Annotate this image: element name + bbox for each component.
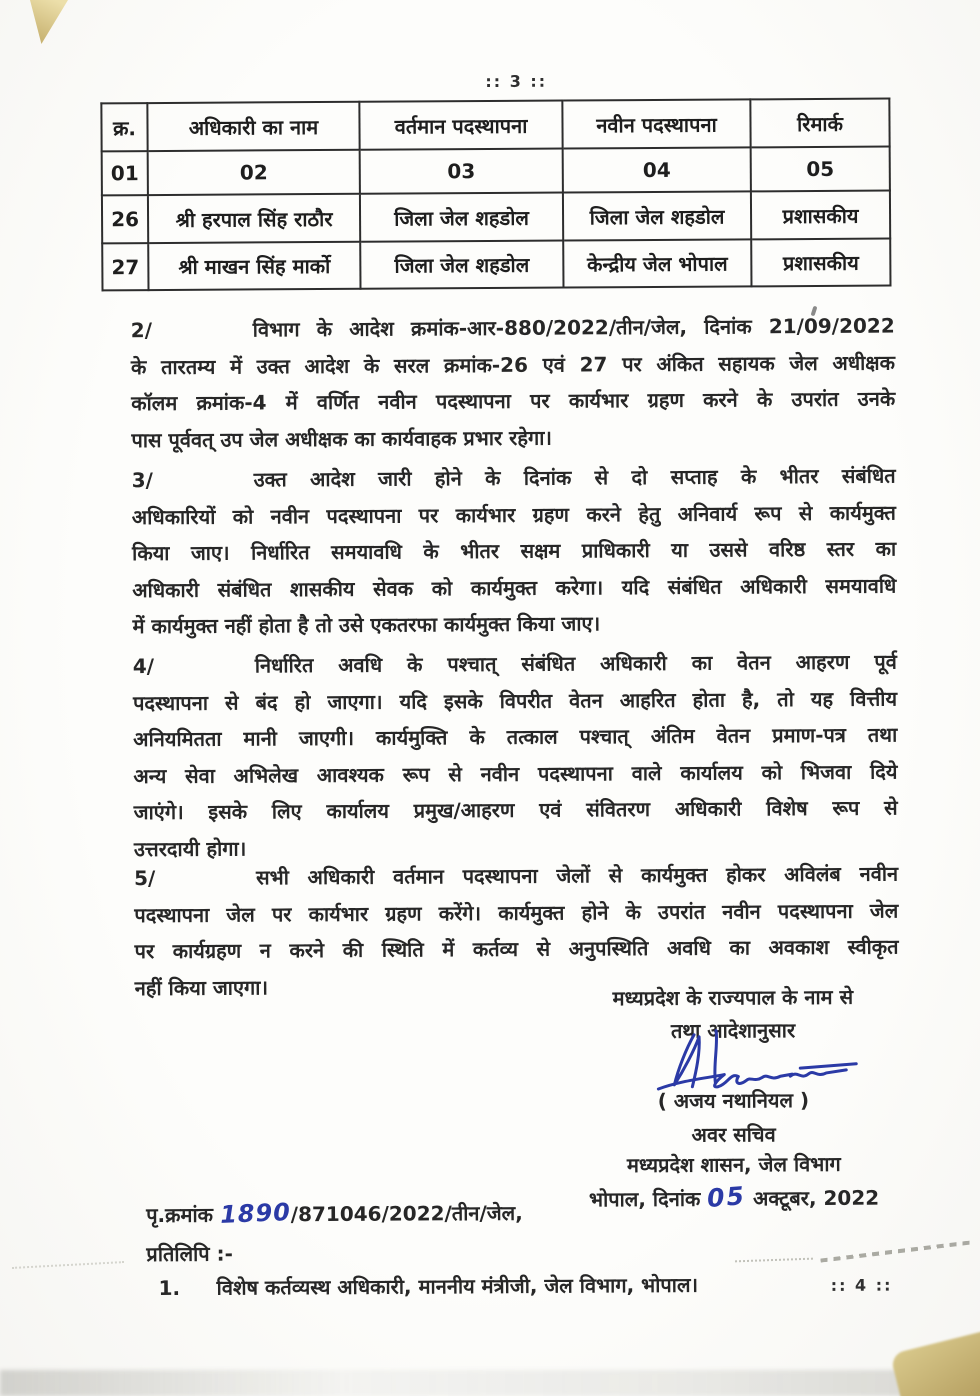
paragraph-number: 5/: [134, 866, 156, 891]
paragraph-line: उत्तरदायी होगा।: [133, 835, 247, 861]
place-date-suffix: अक्टूबर, 2022: [746, 1185, 880, 1211]
paragraph-text: निर्धारित अवधि के पश्चात् संबंधित अधिकारी का वेतन आहरण पूर्व: [254, 649, 897, 678]
page-number-bottom: :: 4 ::: [830, 1275, 893, 1295]
table-cell: जिला जेल शहडोल: [360, 193, 563, 242]
paragraph-line: जाएंगे। इसके लिए कार्यालय प्रमुख/आहरण एवं संवितरण अधिकारी विशेष रूप से: [133, 795, 898, 825]
col-header-officer-name: अधिकारी का नाम: [147, 102, 359, 151]
col-header-serial: क्र.: [101, 103, 147, 151]
paragraph-line: में कार्यमुक्त नहीं होता है तो उसे एकतरफा कार्यमुक्त किया जाए।: [132, 611, 601, 639]
paragraph-line: पदस्थापना जेल पर कार्यभार ग्रहण करेंगे। कार्यमुक्त होने के उपरांत नवीन पदस्थापना जेल: [134, 898, 899, 927]
table-cell: 01: [102, 151, 148, 195]
table-row: [102, 191, 890, 244]
paragraph-line: पास पूर्ववत् उप जेल अधीक्षक का कार्यवाहक प्रभार रहेगा।: [131, 425, 553, 452]
paragraph-line: किया जाए। निर्धारित समयावधि के भीतर सक्षम प्राधिकारी या उससे वरिष्ठ स्तर का: [132, 536, 897, 566]
paragraph-3: [132, 458, 897, 645]
transfer-order-table: [100, 98, 891, 292]
copy-item-number: 1.: [158, 1275, 181, 1301]
ref-prefix: पृ.क्रमांक: [146, 1202, 221, 1228]
paragraph-line: अधिकारी संबंधित शासकीय सेवक को कार्यमुक्त करेगा। यदि संबंधित अधिकारी समयावधि: [132, 573, 897, 602]
paragraph-line: पदस्थापना से बंद हो जाएगा। यदि इसके विपरीत वेतन आहरित होता है, तो यह वित्तीय: [132, 686, 898, 715]
col-header-remark: रिमार्क: [750, 99, 889, 148]
col-header-new-post: नवीन पदस्थापना: [562, 99, 750, 148]
place-date-line: [578, 1182, 890, 1213]
table-cell: श्री हरपाल सिंह राठौर: [148, 194, 360, 243]
authority-line: मध्यप्रदेश के राज्यपाल के नाम से: [612, 984, 854, 1011]
reference-number-line: [146, 1198, 523, 1228]
paragraph-text: सभी अधिकारी वर्तमान पदस्थापना जेलों से कार्यमुक्त होकर अविलंब नवीन: [256, 861, 899, 890]
table-cell: जिला जेल शहडोल: [563, 191, 751, 240]
signatory-name: ( अजय नथानियल ): [657, 1088, 810, 1113]
table-cell: 03: [360, 149, 563, 194]
table-cell: केन्द्रीय जेल भोपाल: [563, 239, 751, 287]
place-date-prefix: भोपाल, दिनांक: [588, 1186, 708, 1212]
copy-item-text: विशेष कर्तव्यस्थ अधिकारी, माननीय मंत्रीजी, जेल विभाग, भोपाल।: [216, 1272, 699, 1300]
table-cell: 05: [751, 147, 890, 192]
page-number-top: :: 3 ::: [485, 71, 548, 92]
order-line: तथा आदेशानुसार: [670, 1018, 796, 1043]
col-header-current-post: वर्तमान पदस्थापना: [359, 101, 562, 150]
table-cell: 26: [102, 195, 148, 243]
paragraph-line: अनियमितता मानी जाएगी। कार्यमुक्ति के तत्काल पश्चात् अंतिम वेतन प्रमाण-पत्र तथा: [133, 722, 898, 752]
table-cell: प्रशासकीय: [751, 239, 890, 287]
handwritten-ref-number: 1890: [219, 1198, 292, 1229]
paragraph-line: अधिकारियों को नवीन पदस्थापना पर कार्यभार ग्रहण करने हेतु अनिवार्य रूप से कार्यमुक्त: [131, 500, 896, 529]
paragraph-line: [134, 856, 898, 897]
table-cell: 02: [148, 150, 360, 195]
handwritten-date: 05: [706, 1181, 748, 1213]
paragraph-line: अन्य सेवा अभिलेख आवश्यक रूप से नवीन पदस्थापना वाले कार्यालय को भिजवा दिये: [133, 759, 898, 788]
paragraph-number: 3/: [131, 468, 153, 493]
table-cell: श्री माखन सिंह मार्को: [148, 242, 360, 290]
paragraph-text: विभाग के आदेश क्रमांक-आर-880/2022/तीन/जेल, दिनांक 21/09/2022: [252, 313, 895, 342]
paragraph-line: पर कार्यग्रहण न करने की स्थिति में कर्तव्य से अनुपस्थिति अवधि का अवकाश स्वीकृत: [134, 934, 899, 964]
paragraph-line: कॉलम क्रमांक-4 में वर्णित नवीन पदस्थापना पर कार्यभार ग्रहण करने के उपरांत उनके: [131, 386, 896, 416]
table-cell: 27: [102, 243, 148, 290]
table-row: [102, 147, 890, 196]
table-cell: 04: [563, 147, 751, 192]
ref-suffix: /871046/2022/तीन/जेल,: [290, 1200, 523, 1227]
paragraph-line: के तारतम्य में उक्त आदेश के सरल क्रमांक-26 एवं 27 पर अंकित सहायक जेल अधीक्षक: [130, 350, 896, 379]
paragraph-number: 4/: [132, 654, 155, 679]
designation: अवर सचिव: [691, 1122, 776, 1147]
table-cell: जिला जेल शहडोल: [360, 241, 563, 289]
paragraph-2: [131, 308, 896, 459]
paragraph-number: 2/: [130, 318, 153, 343]
table-header-row: [101, 99, 889, 152]
copy-heading: प्रतिलिपि :-: [146, 1241, 233, 1267]
paragraph-line: [132, 458, 896, 499]
department-line: मध्यप्रदेश शासन, जेल विभाग: [626, 1151, 841, 1178]
paragraph-line: नहीं किया जाएगा।: [134, 974, 269, 1000]
paragraph-line: [133, 644, 897, 685]
signature-scrawl: [650, 1024, 870, 1097]
table-cell: प्रशासकीय: [751, 191, 890, 240]
paragraph-text: उक्त आदेश जारी होने के दिनांक से दो सप्ताह के भीतर संबंधित: [253, 463, 896, 492]
table-row: [102, 239, 890, 291]
copy-item: [159, 1271, 699, 1301]
paragraph-4: [133, 644, 898, 868]
paragraph-line: [131, 308, 895, 349]
